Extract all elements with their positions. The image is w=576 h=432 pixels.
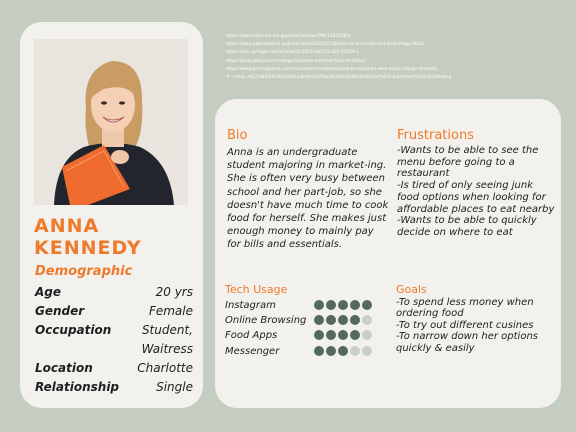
goal-item: -To spend less money when ordering food (396, 297, 534, 320)
rating-dot-filled (338, 315, 348, 325)
goal-item: -To try out different cusines (396, 319, 534, 331)
tech-row (225, 345, 385, 359)
demo-key: Relationship (35, 380, 120, 394)
demo-key: Occupation (35, 323, 112, 337)
last-name: KENNEDY (34, 237, 142, 259)
rating-dot-empty (362, 315, 372, 325)
frustrations-list (397, 145, 557, 239)
tech-label: Food Apps (225, 330, 278, 341)
demo-key: Location (35, 361, 93, 375)
tech-label: Online Browsing (225, 315, 307, 326)
demo-key: Gender (35, 304, 85, 318)
rating-dot-filled (338, 346, 348, 356)
source-link[interactable]: https://blog.gitnux.com/college-students-and-fast-food-statistics/ (226, 58, 366, 64)
demo-key: Age (35, 285, 62, 299)
rating-dot-filled (326, 346, 336, 356)
goals-title: Goals (396, 283, 427, 296)
source-link[interactable]: https://www.ncbi.nlm.nih.gov/pmc/articles/PMC10435563/ (226, 34, 351, 39)
usage-rating (314, 330, 372, 340)
frustration-item: -Wants to be able to quickly decide on where to eat (397, 215, 537, 238)
rating-dot-filled (350, 315, 360, 325)
tech-label: Instagram (225, 300, 276, 311)
rating-dot-filled (314, 346, 324, 356)
rating-dot-filled (314, 300, 324, 310)
rating-dot-filled (362, 300, 372, 310)
tech-usage-title: Tech Usage (225, 283, 288, 296)
rating-dot-filled (326, 300, 336, 310)
source-links (226, 33, 556, 82)
persona-photo (34, 39, 188, 205)
rating-dot-filled (326, 330, 336, 340)
rating-dot-filled (350, 330, 360, 340)
tech-row (225, 329, 385, 343)
tech-row (225, 299, 385, 313)
rating-dot-filled (350, 300, 360, 310)
usage-rating (314, 315, 372, 325)
rating-dot-filled (338, 300, 348, 310)
first-name: ANNA (34, 215, 100, 237)
usage-rating (314, 346, 372, 356)
tech-label: Messenger (225, 346, 280, 357)
demo-value: Single (156, 380, 193, 394)
rating-dot-empty (362, 346, 372, 356)
rating-dot-filled (326, 315, 336, 325)
demographic-heading: Demographic (35, 264, 133, 279)
bio-title: Bio (227, 128, 248, 143)
frustration-item: -Wants to be able to see the menu before going to a restaurant (397, 145, 539, 180)
rating-dot-filled (314, 330, 324, 340)
persona-name (34, 215, 194, 259)
source-link[interactable]: #:~:text=%E2%80%9CBS%20Students%20Tend%20to%20Eat%20Fast%20Food,trends%20in%20dating. (226, 75, 453, 81)
source-link[interactable]: https://www.pewresearch.org/internet/2023/12/11/teens-social-media-and-technology-2023/ (226, 42, 425, 48)
rating-dot-empty (362, 330, 372, 340)
demo-value: 20 yrs (155, 285, 193, 299)
frustrations-title: Frustrations (397, 128, 474, 143)
demo-value: Waitress (141, 342, 193, 356)
source-link[interactable]: https://link.springer.com/article/10.1007/s00112-022-01238-1 (226, 50, 360, 56)
bio-text: Anna is an undergraduate student majoring in market-ing. She is often very busy between school and her part-job, so she doesn't have much time to cook food for herself. She makes just enough money to mainly pay for bills and essentials. (227, 147, 389, 251)
usage-rating (314, 300, 372, 310)
demo-value: Student, (141, 323, 193, 337)
goal-item: -To narrow down her options quickly & easily (396, 331, 538, 354)
rating-dot-filled (314, 315, 324, 325)
demo-value: Charlotte (137, 361, 193, 375)
frustration-item: -Is tired of only seeing junk food options when looking for affordable places to eat nearby (397, 180, 555, 215)
demo-value: Female (148, 304, 193, 318)
tech-row (225, 314, 385, 328)
goals-list (396, 297, 556, 354)
rating-dot-filled (338, 330, 348, 340)
source-link[interactable]: https://www.qsrmagazine.com/consumer-trends/restaurants-would-be-wise-court-college-students (226, 66, 438, 72)
rating-dot-empty (350, 346, 360, 356)
